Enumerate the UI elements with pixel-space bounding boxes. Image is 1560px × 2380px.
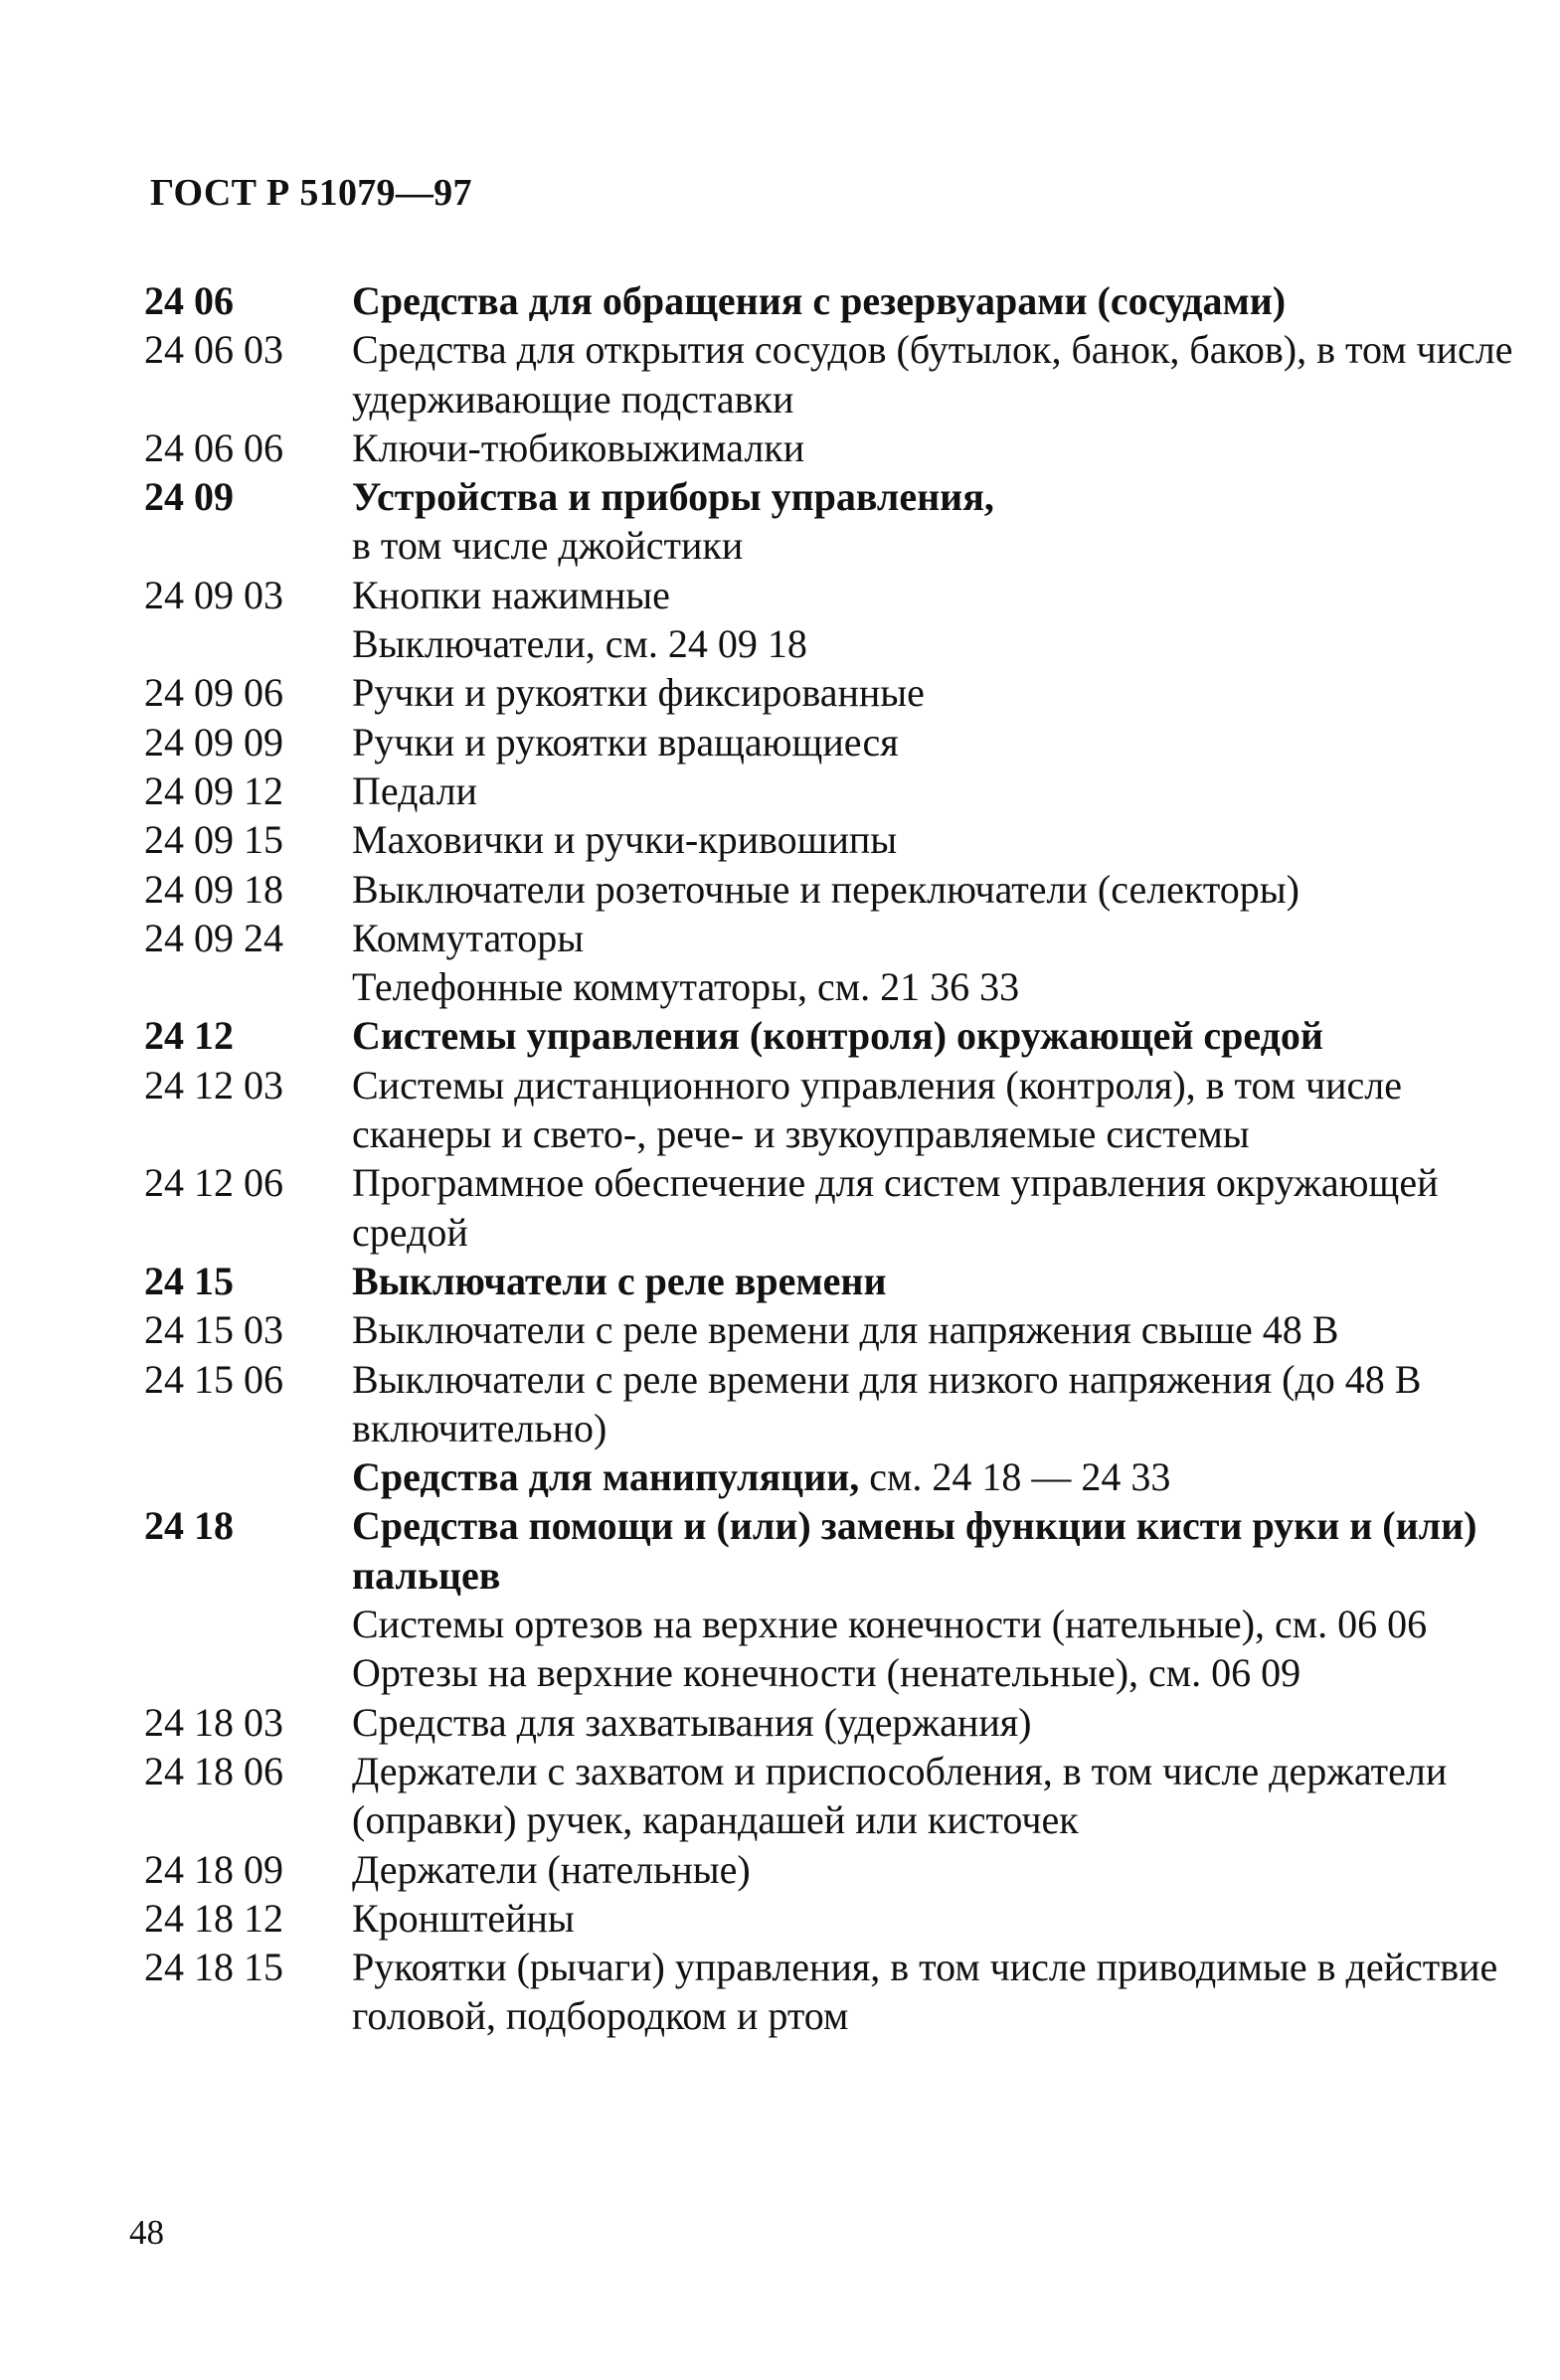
list-item bbox=[144, 1158, 1516, 1257]
entry-text: Выключатели с реле времени bbox=[352, 1258, 887, 1303]
entry-text: Ключи-тюбиковыжималки bbox=[352, 425, 805, 470]
entry-text: Выключатели, см. 24 09 18 bbox=[352, 621, 807, 667]
list-item bbox=[144, 1257, 1516, 1305]
entry-code: 24 18 15 bbox=[144, 1945, 283, 1990]
entry-code: 24 18 bbox=[144, 1503, 234, 1549]
entry-text: в том числе джойстики bbox=[352, 523, 744, 569]
entry-code: 24 18 06 bbox=[144, 1748, 283, 1793]
list-item bbox=[144, 1061, 1516, 1159]
list-item bbox=[144, 1011, 1516, 1060]
entry-text: Выключатели с реле времени для низкого напряжения (до 48 В включительно) bbox=[352, 1356, 1422, 1450]
list-item bbox=[144, 914, 1516, 962]
list-item bbox=[144, 718, 1516, 766]
entry-heading: Средства для манипуляции, bbox=[352, 1454, 860, 1500]
list-item bbox=[144, 1305, 1516, 1354]
list-item bbox=[144, 766, 1516, 815]
list-item bbox=[144, 1943, 1516, 2041]
list-item bbox=[144, 1894, 1516, 1943]
entry-code: 24 09 18 bbox=[144, 866, 283, 912]
list-item bbox=[144, 325, 1516, 424]
entry-text: Держатели (нательные) bbox=[352, 1846, 751, 1892]
list-item bbox=[144, 521, 1516, 570]
entry-code: 24 09 24 bbox=[144, 915, 283, 960]
list-item bbox=[144, 619, 1516, 668]
entry-text: Коммутаторы bbox=[352, 915, 585, 960]
list-item bbox=[144, 815, 1516, 864]
list-item bbox=[144, 424, 1516, 472]
entry-text: Выключатели розеточные и переключатели (селекторы) bbox=[352, 866, 1300, 912]
entry-text: Педали bbox=[352, 767, 477, 813]
list-item bbox=[144, 1648, 1516, 1697]
list-item bbox=[144, 1600, 1516, 1648]
entry-text: Кронштейны bbox=[352, 1895, 575, 1941]
entry-text: Телефонные коммутаторы, см. 21 36 33 bbox=[352, 964, 1020, 1010]
entry-text: Ортезы на верхние конечности (ненательные), см. 06 09 bbox=[352, 1650, 1301, 1696]
entry-code: 24 15 06 bbox=[144, 1356, 283, 1402]
list-item bbox=[144, 276, 1516, 325]
entry-code: 24 15 bbox=[144, 1258, 234, 1303]
classification-list bbox=[144, 276, 1516, 2041]
entry-text: Выключатели с реле времени для напряжения свыше 48 В bbox=[352, 1307, 1339, 1353]
list-item bbox=[144, 571, 1516, 619]
entry-text: Ручки и рукоятки вращающиеся bbox=[352, 719, 899, 765]
entry-text bbox=[352, 1452, 1516, 1501]
entry-text: Ручки и рукоятки фиксированные bbox=[352, 670, 925, 716]
list-item bbox=[144, 1747, 1516, 1845]
entry-text: Средства для обращения с резервуарами (сосудами) bbox=[352, 278, 1287, 323]
entry-text: Маховички и ручки-кривошипы bbox=[352, 817, 898, 863]
entry-text: Рукоятки (рычаги) управления, в том числе приводимые в действие головой, подбородком и ртом bbox=[352, 1945, 1498, 2039]
entry-code: 24 12 03 bbox=[144, 1062, 283, 1107]
entry-code: 24 18 09 bbox=[144, 1846, 283, 1892]
list-item bbox=[144, 962, 1516, 1011]
list-item bbox=[144, 865, 1516, 914]
entry-code: 24 06 06 bbox=[144, 425, 283, 470]
entry-text: Средства для захватывания (удержания) bbox=[352, 1699, 1032, 1745]
entry-text: Средства для открытия сосудов (бутылок, банок, баков), в том числе удерживающие подставки bbox=[352, 327, 1513, 422]
list-item bbox=[144, 1452, 1516, 1501]
list-item bbox=[144, 1355, 1516, 1453]
entry-text: Средства помощи и (или) замены функции кисти руки и (или) пальцев bbox=[352, 1503, 1477, 1598]
entry-code: 24 18 03 bbox=[144, 1699, 283, 1745]
entry-code: 24 09 bbox=[144, 474, 234, 520]
entry-text: Устройства и приборы управления, bbox=[352, 474, 994, 520]
entry-code: 24 18 12 bbox=[144, 1895, 283, 1941]
entry-text: Программное обеспечение для систем управления окружающей средой bbox=[352, 1160, 1439, 1255]
list-item bbox=[144, 1501, 1516, 1600]
page-number: 48 bbox=[129, 2213, 164, 2252]
entry-text: Держатели с захватом и приспособления, в том числе держатели (оправки) ручек, карандашей или кисточек bbox=[352, 1748, 1448, 1843]
entry-code: 24 09 03 bbox=[144, 572, 283, 617]
entry-text: Системы дистанционного управления (контроля), в том числе сканеры и свето-, рече- и звукоуправляемые системы bbox=[352, 1062, 1403, 1157]
entry-text: Системы управления (контроля) окружающей средой bbox=[352, 1013, 1323, 1059]
document-header: ГОСТ Р 51079—97 bbox=[150, 172, 472, 214]
entry-code: 24 06 bbox=[144, 278, 234, 323]
entry-text: Кнопки нажимные bbox=[352, 572, 670, 617]
entry-code: 24 09 15 bbox=[144, 817, 283, 863]
entry-code: 24 06 03 bbox=[144, 327, 283, 373]
entry-code: 24 09 12 bbox=[144, 767, 283, 813]
list-item bbox=[144, 1698, 1516, 1747]
entry-reference: см. 24 18 — 24 33 bbox=[859, 1454, 1171, 1500]
list-item bbox=[144, 668, 1516, 717]
entry-text: Системы ортезов на верхние конечности (нательные), см. 06 06 bbox=[352, 1602, 1428, 1647]
list-item bbox=[144, 1845, 1516, 1894]
entry-code: 24 15 03 bbox=[144, 1307, 283, 1353]
entry-code: 24 09 06 bbox=[144, 670, 283, 716]
entry-code: 24 09 09 bbox=[144, 719, 283, 765]
list-item bbox=[144, 472, 1516, 521]
entry-code: 24 12 06 bbox=[144, 1160, 283, 1206]
entry-code: 24 12 bbox=[144, 1013, 234, 1059]
